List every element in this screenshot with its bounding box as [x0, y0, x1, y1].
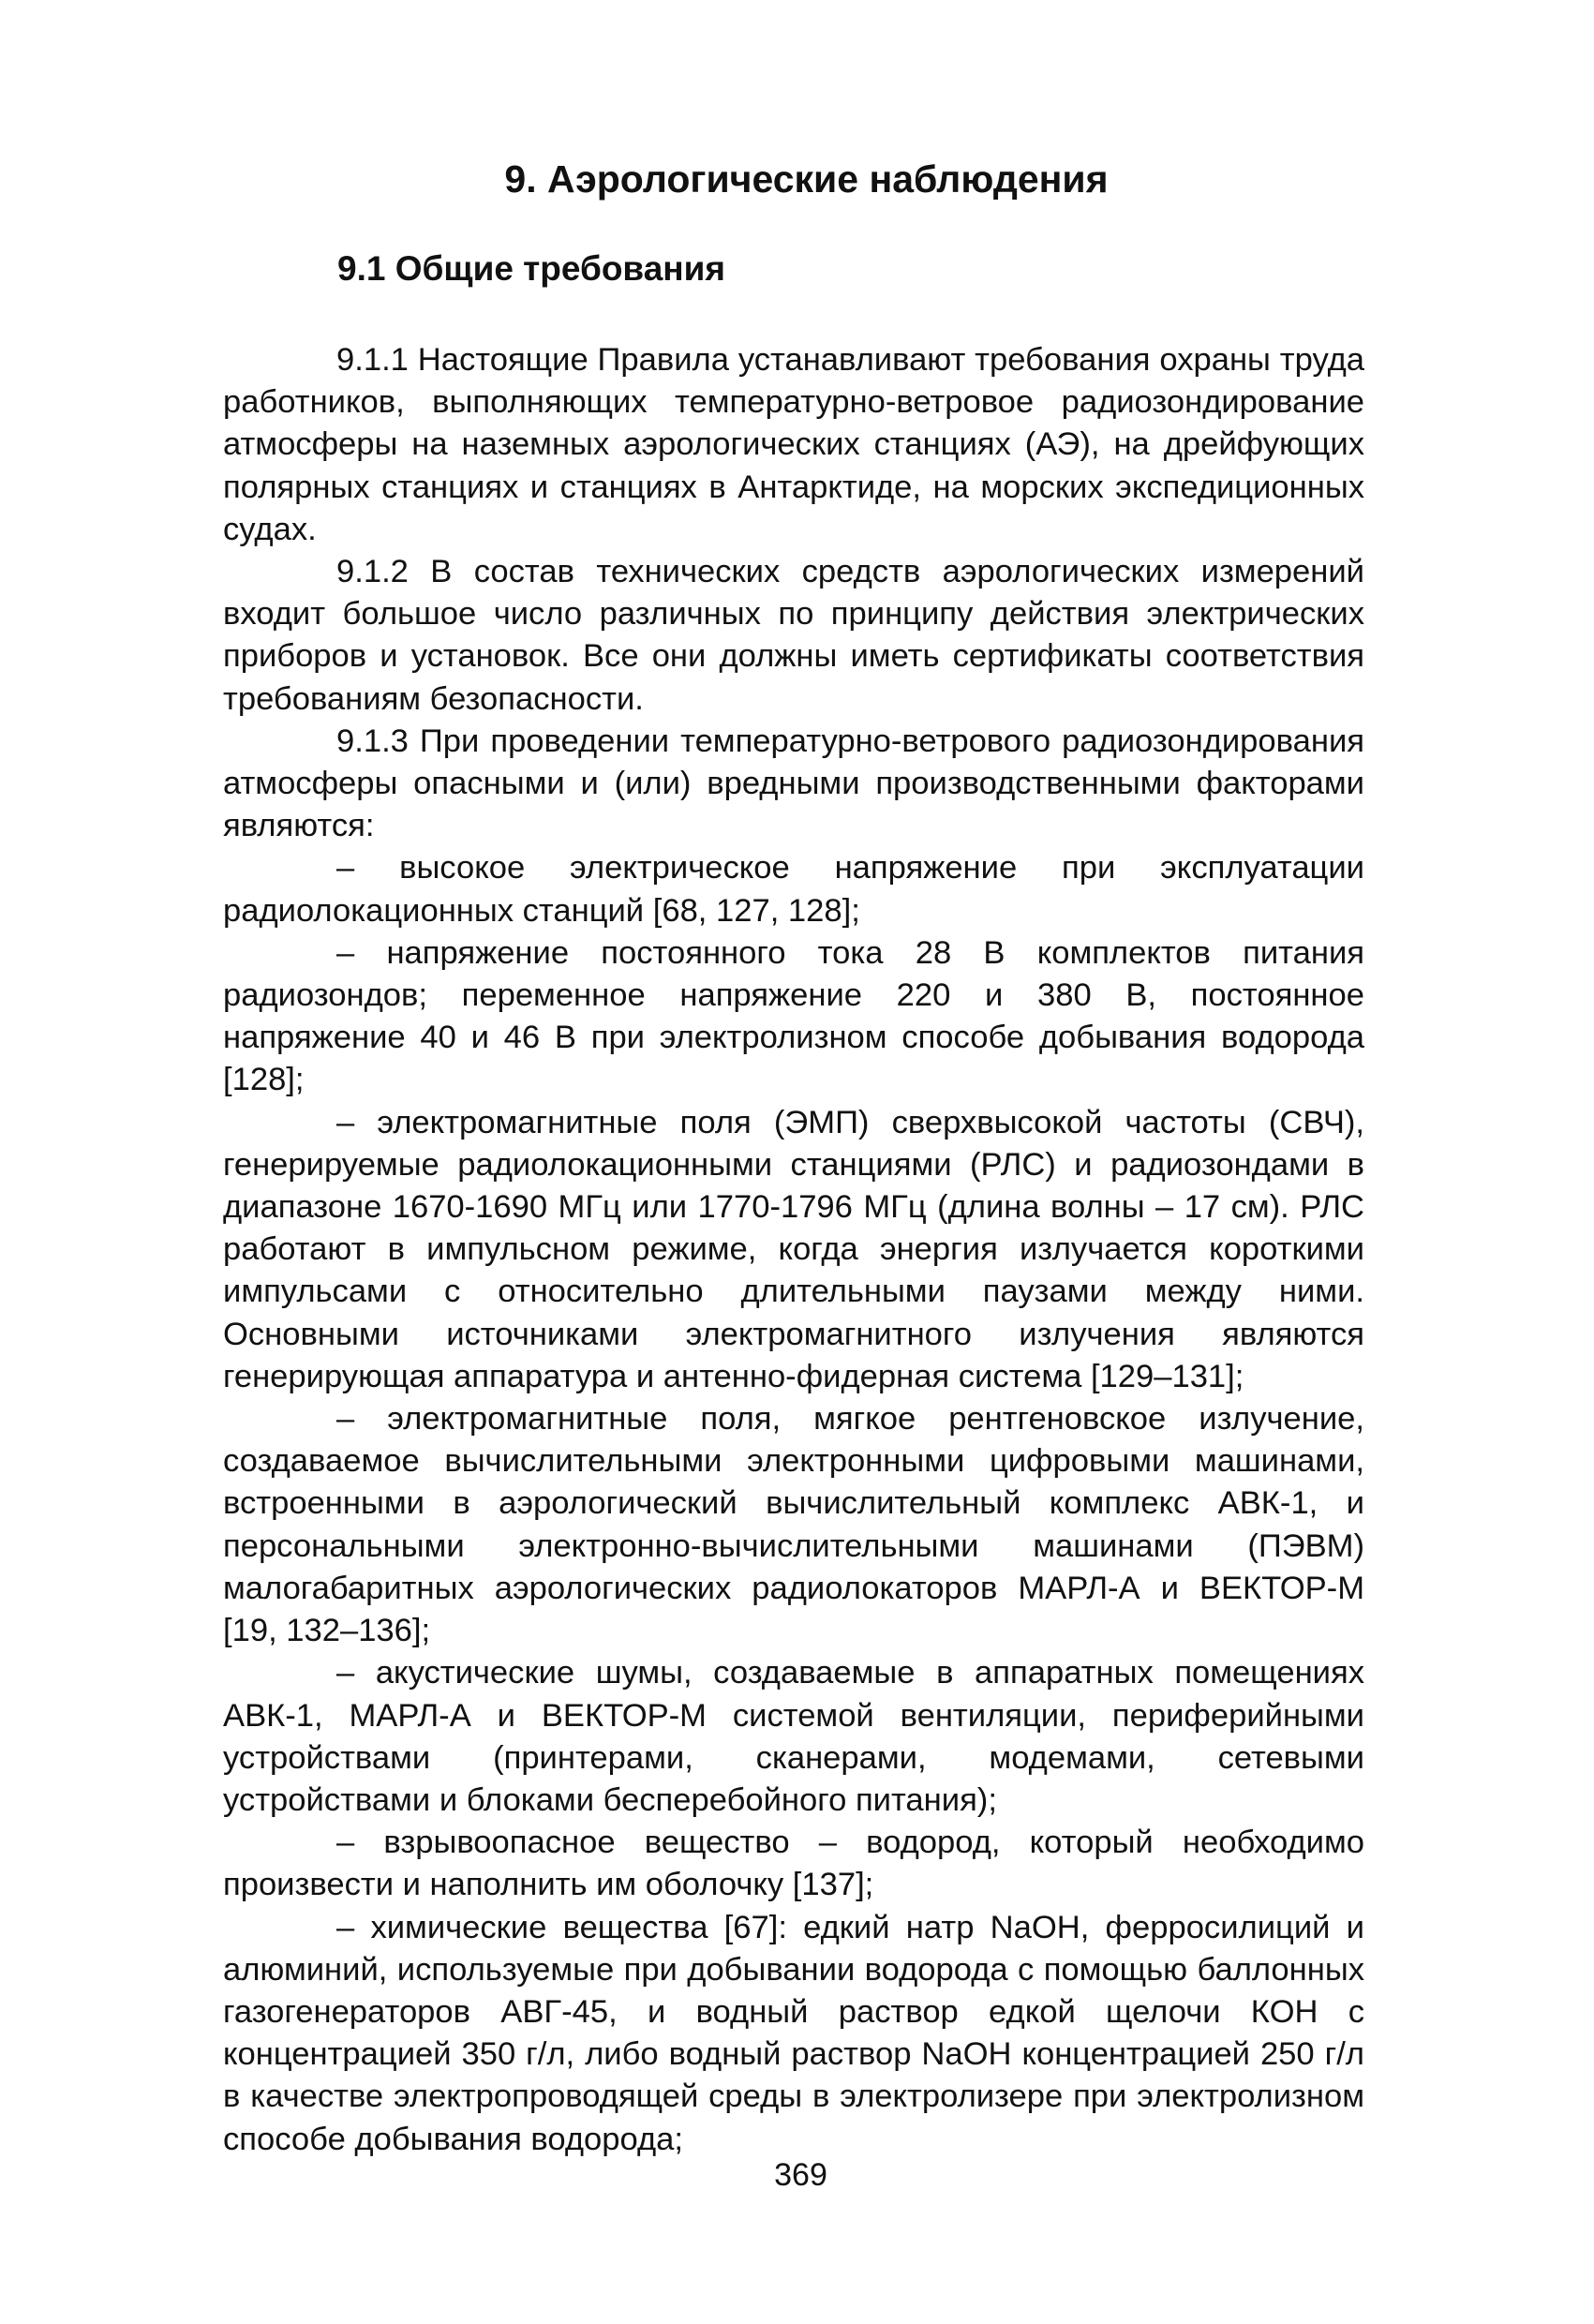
- list-item-emf-xray: – электромагнитные поля, мягкое рентгеновское излучение, создаваемое вычислительными электронными цифровыми машинами, встроенными в аэрологический вычислительный комплекс АВК-1, и персональными электронно-вычислительными машинами (ПЭВМ) малогабаритных аэрологических радиолокаторов МАРЛ-А и ВЕКТОР-М [19, 132–136];: [223, 1401, 1364, 1649]
- list-item-emf-microwave: – электромагнитные поля (ЭМП) сверхвысокой частоты (СВЧ), генерируемые радиолокационными станциями (РЛС) и радиозондами в диапазоне 1670-1690 МГц или 1770-1796 МГц (длина волны – 17 см). РЛС работают в импульсном режиме, когда энергия излучается короткими импульсами с относительно длительными паузами между ними. Основными источниками электромагнитного излучения являются генерирующая аппаратура и антенно-фидерная система [129–131];: [223, 1104, 1364, 1394]
- list-item-high-voltage: – высокое электрическое напряжение при эксплуатации радиолокационных станций [68, 127, 128];: [223, 850, 1364, 929]
- chapter-title: 9. Аэрологические наблюдения: [504, 157, 1109, 201]
- list-item-acoustic-noise: – акустические шумы, создаваемые в аппаратных помещениях АВК-1, МАРЛ-А и ВЕКТОР-М системой вентиляции, периферийными устройствами (принтерами, сканерами, модемами, сетевыми устройствами и блоками бесперебойного питания);: [223, 1655, 1364, 1818]
- paragraph-9-1-1: 9.1.1 Настоящие Правила устанавливают требования охраны труда работников, выполняющих температурно-ветровое радиозондирование атмосферы на наземных аэрологических станциях (АЭ), на дрейфующих полярных станциях и станциях в Антарктиде, на морских экспедиционных судах.: [223, 342, 1364, 547]
- body-text: [223, 339, 1364, 2161]
- paragraph-9-1-2: 9.1.2 В состав технических средств аэрологических измерений входит большое число различных по принципу действия электрических приборов и установок. Все они должны иметь сертификаты соответствия требованиям безопасности.: [223, 554, 1364, 717]
- paragraph-9-1-3: 9.1.3 При проведении температурно-ветрового радиозондирования атмосферы опасными и (или) вредными производственными факторами являются:: [223, 723, 1364, 844]
- list-item-hydrogen: – взрывоопасное вещество – водород, который необходимо произвести и наполнить им оболочку [137];: [223, 1825, 1364, 1903]
- list-item-chemicals: – химические вещества [67]: едкий натр NaOH, ферросилиций и алюминий, используемые при добывании водорода с помощью баллонных газогенераторов АВГ-45, и водный раствор едкой щелочи КОН с концентрацией 350 г/л, либо водный раствор NaOH концентрацией 250 г/л в качестве электропроводящей среды в электролизере при электролизном способе добывания водорода;: [223, 1909, 1364, 2157]
- list-item-dc-voltage: – напряжение постоянного тока 28 В комплектов питания радиозондов; переменное напряжение 220 и 380 В, постоянное напряжение 40 и 46 В при электролизном способе добывания водорода [128];: [223, 934, 1364, 1098]
- page-number: 369: [774, 2157, 827, 2193]
- section-title: 9.1 Общие требования: [337, 249, 725, 288]
